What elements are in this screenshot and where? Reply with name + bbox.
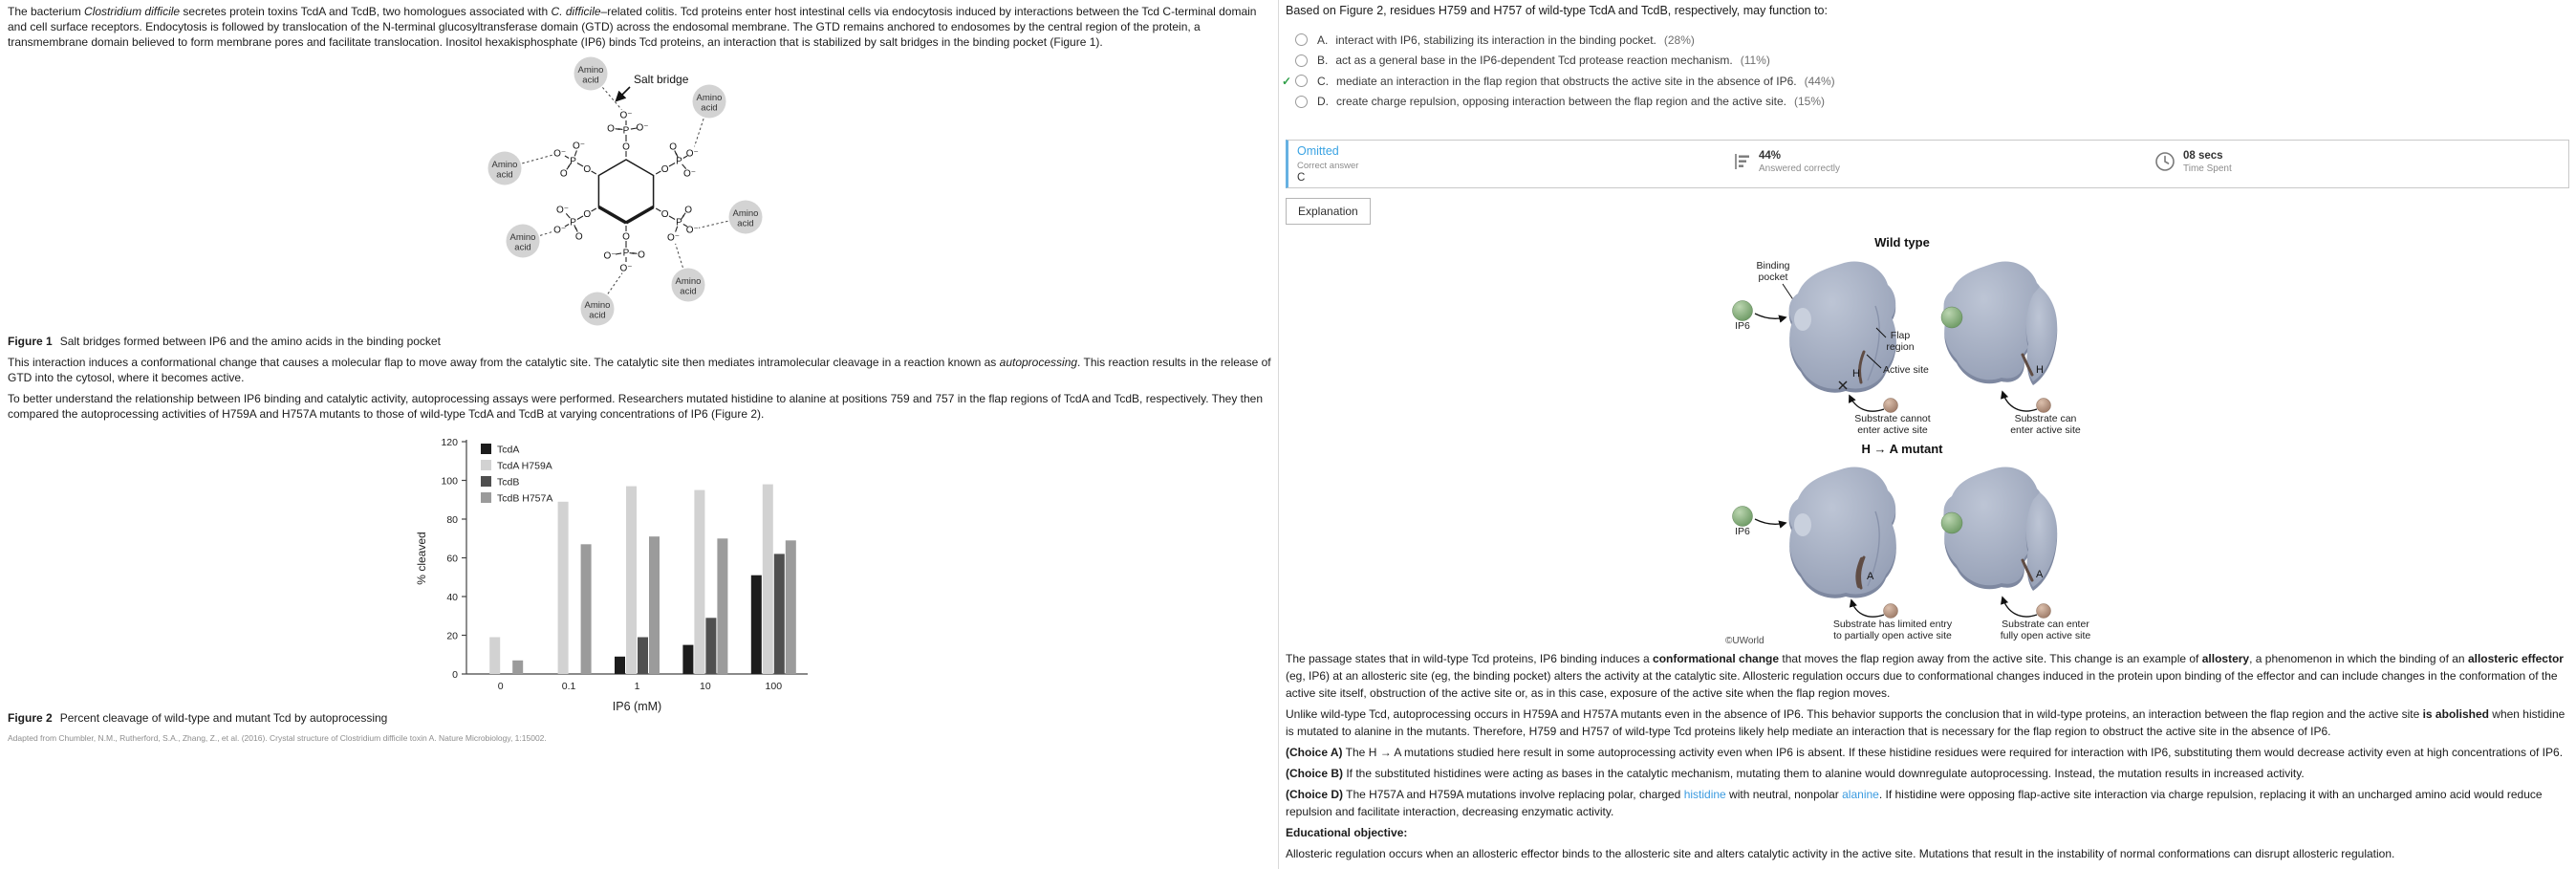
oxygen-atom: O — [583, 164, 592, 175]
figure2-caption-text: Percent cleavage of wild-type and mutant Tcd by autoprocessing — [59, 711, 388, 725]
correct-answer-value: C — [1297, 172, 1306, 184]
y-axis-label: % cleaved — [415, 532, 428, 585]
ip6-sphere-bound — [1941, 307, 1962, 328]
amino-acid-label: Amino — [696, 93, 723, 103]
choice-radio-a[interactable] — [1295, 33, 1308, 46]
bar-TcdB — [705, 618, 716, 674]
phosphorus-atom: P — [570, 217, 576, 228]
amino-acid-label: acid — [701, 102, 718, 114]
x-tick-label: 1 — [634, 681, 640, 692]
choice-radio-b[interactable] — [1295, 54, 1308, 67]
choice-list — [1282, 30, 1835, 112]
time-spent-value: 08 secs — [2183, 150, 2223, 162]
choice-percent: (15%) — [1793, 95, 1825, 109]
legend-label: TcdB H757A — [497, 492, 553, 505]
amino-acid-label: acid — [589, 310, 606, 321]
figure2-bar-chart — [406, 430, 884, 717]
substrate-limited-label: Substrate has limited entry — [1832, 619, 1953, 630]
choice-letter: A. — [1317, 33, 1329, 47]
educational-objective-text: Allosteric regulation occurs when an allosteric effector binds to the allosteric site and alters catalytic activity in the active site. Mutations that result in the instability of normal conformations can disrupt allosteric regulation. — [1286, 847, 2395, 860]
oxygen-atom: O⁻ — [685, 225, 699, 236]
explanation-choice-d: (Choice D) The H757A and H759A mutations involve replacing polar, charged histidine with neutral, nonpolar alanine. If histidine were opposing flap-active site interaction via charge repulsion, replacing it with an uncharged amino acid would reduce repulsion and facilitate interaction, decreasing enzymatic activity. — [1286, 788, 2543, 818]
salt-bridge-label: Salt bridge — [634, 73, 689, 86]
figure1-caption-number: Figure 1 — [8, 335, 53, 348]
choice-text: create charge repulsion, opposing interaction between the flap region and the active site. — [1336, 95, 1786, 109]
legend-swatch — [481, 492, 491, 503]
binding-pocket-label: Binding — [1756, 260, 1790, 272]
substrate-sphere — [2037, 399, 2051, 413]
x-tick-label: 10 — [700, 681, 711, 692]
oxygen-atom: O — [669, 141, 678, 153]
substrate-cannot-label: Substrate cannot — [1854, 413, 1931, 424]
substrate-sphere — [2037, 604, 2051, 619]
alanine-letter: A — [1867, 571, 1874, 582]
choice-letter: C. — [1317, 74, 1329, 88]
bar-TcdA-H759A — [558, 502, 569, 674]
bar-TcdB — [774, 554, 785, 674]
oxygen-atom: O — [574, 231, 583, 243]
salt-bridge-dotted-line — [608, 273, 622, 294]
x-tick-label: 0.1 — [561, 681, 576, 692]
ip6-sphere — [1733, 507, 1753, 527]
substrate-can-label: Substrate can — [2014, 413, 2077, 424]
wild-type-title: Wild type — [1874, 235, 1930, 250]
bar-TcdA-H759A — [694, 490, 704, 674]
answered-correctly-stat — [1733, 150, 1840, 178]
amino-acid-label: Amino — [577, 65, 604, 76]
educational-objective-heading: Educational objective: — [1286, 826, 1408, 839]
substrate-can-label: enter active site — [2010, 424, 2081, 436]
bar-TcdB — [638, 638, 648, 675]
bar-TcdB-H757A — [581, 544, 592, 674]
oxygen-atom: O — [559, 168, 568, 180]
binding-pocket-label: pocket — [1758, 272, 1788, 283]
amino-acid-label: acid — [496, 169, 513, 181]
bar-TcdB-H757A — [512, 661, 523, 674]
bar-TcdB-H757A — [786, 540, 796, 674]
choice-text: interact with IP6, stabilizing its interaction in the binding pocket. — [1335, 33, 1656, 47]
x-axis-label: IP6 (mM) — [612, 700, 662, 713]
figure1-ip6-salt-bridge-diagram — [483, 50, 846, 332]
x-tick-label: 0 — [497, 681, 504, 692]
choice-text: mediate an interaction in the flap region that obstructs the active site in the absence of IP6. — [1336, 74, 1797, 88]
salt-bridge-dotted-line — [695, 119, 704, 146]
substrate-sphere — [1884, 399, 1898, 413]
alanine-letter: A — [2036, 569, 2044, 580]
salt-bridge-dotted-line — [522, 155, 553, 163]
explanation-choice-a: (Choice A) The H → A mutations studied here result in some autoprocessing activity even when IP6 is absent. If these histidine residues were required for interaction with IP6, substituting them would decrease activity even at high concentrations of IP6. — [1286, 746, 2564, 759]
choice-row-d[interactable] — [1282, 92, 1835, 113]
bar-TcdA-H759A — [763, 485, 773, 674]
bar-TcdA-H759A — [489, 638, 500, 675]
correct-check-icon: ✓ — [1282, 74, 1292, 88]
time-spent-stat — [2154, 150, 2232, 178]
oxygen-atom: O — [660, 164, 669, 175]
pane-divider — [1278, 0, 1279, 869]
y-tick-label: 0 — [452, 668, 458, 681]
result-status: Omitted — [1297, 144, 1339, 158]
uworld-copyright: ©UWorld — [1725, 636, 1764, 646]
oxygen-atom: O⁻ — [603, 250, 617, 262]
substrate-fully-open-label: fully open active site — [2000, 630, 2091, 641]
explanation-protein-figure — [1663, 229, 2218, 646]
salt-bridge-arrow — [617, 87, 630, 100]
answered-correctly-percent: 44% — [1759, 150, 1782, 162]
x-tick-label: 100 — [765, 681, 783, 692]
choice-radio-c[interactable] — [1295, 75, 1308, 87]
passage-paragraph-3: To better understand the relationship between IP6 binding and catalytic activity, autoprocessing assays were performed. Researchers mutated histidine to alanine at positions 759 and 757 in the flap regions of TcdA and TcdB, respectively. They then compared the autoprocessing activities of H759A and H757A mutants to those of wild-type TcdA and TcdB at varying concentrations of IP6 (Figure 2). — [8, 392, 1264, 421]
oxygen-atom: O⁻ — [553, 148, 567, 160]
bar-TcdA-H759A — [626, 487, 637, 674]
passage-paragraph-1: The bacterium Clostridium difficile secretes protein toxins TcdA and TcdB, two homologues associated with C. difficile–related colitis. Tcd proteins enter host intestinal cells via endocytosis induced by interactions between the Tcd C-terminal domain and cell surface receptors. Endocytosis is followed by translocation of the N-terminal glucosyltransferase domain (GTD) across the endosomal membrane. The GTD remains anchored to endosomes by the central region of the protein, a transmembrane domain believed to form membrane pores and facilitate translocation. Inositol hexakisphosphate (IP6) binds Tcd proteins, an interaction that is stabilized by salt bridges in the binding pocket (Figure 1). — [8, 5, 1257, 49]
correct-answer-label: Correct answer — [1297, 161, 1359, 171]
ip6-label: IP6 — [1735, 526, 1750, 537]
answered-correctly-label: Answered correctly — [1759, 163, 1841, 174]
explanation-choice-b: (Choice B) If the substituted histidines were acting as bases in the catalytic mechanism, mutating them to alanine would downregulate autoprocessing. Instead, the mutation results in increased activity. — [1286, 767, 2305, 780]
oxygen-atom: O⁻ — [555, 205, 570, 216]
y-tick-label: 20 — [446, 630, 458, 642]
bar-TcdA — [751, 576, 762, 674]
explanation-paragraph-2: Unlike wild-type Tcd, autoprocessing occurs in H759A and H757A mutants even in the absence of IP6. This behavior supports the conclusion that in wild-type proteins, an interaction between the flap region and the active site is abolished when histidine is mutated to alanine in the mutants. Therefore, H759 and H757 of wild-type Tcd proteins likely help mediate an interaction that is necessary for the flap region to obstruct the active site in the absence of IP6. — [1286, 707, 2565, 738]
figure1-caption-text: Salt bridges formed between IP6 and the amino acids in the binding pocket — [59, 335, 441, 348]
oxygen-atom: O — [607, 123, 615, 135]
amino-acid-label: Amino — [732, 208, 759, 219]
histidine-letter: H — [2036, 364, 2044, 376]
bar-TcdA — [682, 645, 693, 674]
explanation-paragraph-1: The passage states that in wild-type Tcd proteins, IP6 binding induces a conformational change that moves the flap region away from the active site. This change is an example of allostery, a phenomenon in which the binding of an allosteric effector (eg, IP6) at an allosteric site (eg, the binding pocket) alters the activity at the catalytic site. Allosteric regulation occurs due to conformational changes induced in the protein upon binding of the effector and can include changes in the conformation of the active site itself, obstruction of the active site or, as in this case, exposure of the active site when the flap region moves. — [1286, 652, 2564, 700]
phosphorus-atom: P — [622, 248, 630, 259]
phosphorus-atom: P — [570, 156, 576, 167]
choice-row-c[interactable] — [1282, 71, 1835, 92]
amino-acid-label: acid — [582, 75, 599, 86]
substrate-fully-open-label: Substrate can enter — [2002, 619, 2089, 630]
phosphorus-atom: P — [622, 125, 630, 137]
oxygen-atom: O⁻ — [553, 225, 567, 236]
choice-radio-d[interactable] — [1295, 96, 1308, 108]
oxygen-atom: O⁻ — [619, 263, 633, 274]
question-stem: Based on Figure 2, residues H759 and H757 of wild-type TcdA and TcdB, respectively, may function to: — [1286, 4, 1828, 17]
ip6-sphere-bound — [1941, 512, 1962, 533]
result-summary-box — [1286, 140, 2569, 188]
salt-bridge-dotted-line — [676, 244, 683, 268]
oxygen-atom: O⁻ — [682, 168, 697, 180]
histidine-letter: H — [1852, 368, 1860, 380]
salt-bridge-dotted-line — [540, 231, 553, 235]
legend-label: TcdA H759A — [497, 460, 552, 472]
choice-percent: (28%) — [1663, 33, 1695, 47]
figure2-caption — [8, 711, 387, 725]
amino-acid-label: Amino — [584, 300, 611, 311]
amino-acid-label: acid — [737, 218, 754, 229]
oxygen-atom: O — [622, 141, 630, 153]
substrate-limited-label: to partially open active site — [1833, 630, 1952, 641]
choice-row-b[interactable] — [1282, 51, 1835, 72]
choice-letter: D. — [1317, 95, 1329, 109]
substrate-cannot-label: enter active site — [1857, 424, 1928, 436]
legend-swatch — [481, 476, 491, 487]
oxygen-atom: O⁻ — [572, 141, 586, 152]
y-tick-label: 60 — [446, 553, 458, 565]
choice-percent: (44%) — [1804, 74, 1835, 88]
passage-paragraph-2: This interaction induces a conformational change that causes a molecular flap to move away from the catalytic site. The catalytic site then mediates intramolecular cleavage in a reaction known as autoprocessing. This reaction results in the release of GTD into the cytosol, where it becomes active. — [8, 356, 1271, 384]
legend-swatch — [481, 460, 491, 470]
oxygen-atom: O⁻ — [619, 110, 633, 121]
ip6-label: IP6 — [1735, 320, 1750, 332]
bar-TcdB-H757A — [649, 536, 660, 674]
choice-percent: (11%) — [1740, 54, 1770, 68]
phosphorus-atom: P — [676, 217, 682, 228]
amino-acid-label: Amino — [491, 160, 518, 170]
figure2-attribution: Adapted from Chumbler, N.M., Rutherford, S.A., Zhang, Z., et al. (2016). Crystal structure of Clostridium difficile toxin A. Nature Microbiology, 1:15002. — [8, 733, 547, 743]
legend-label: TcdA — [497, 444, 520, 456]
term-link[interactable]: alanine — [1842, 788, 1879, 801]
phosphorus-atom: P — [676, 156, 682, 167]
active-site-label: Active site — [1883, 364, 1929, 376]
figure2-caption-number: Figure 2 — [8, 711, 53, 725]
y-tick-label: 120 — [441, 436, 458, 448]
amino-acid-label: acid — [514, 242, 531, 253]
term-link[interactable]: histidine — [1683, 788, 1726, 801]
amino-acid-label: Amino — [509, 232, 536, 243]
salt-bridge-dotted-line — [699, 221, 727, 228]
explanation-text — [1286, 650, 2568, 866]
substrate-sphere — [1884, 604, 1898, 619]
amino-acid-label: acid — [680, 286, 697, 297]
oxygen-atom: O⁻ — [685, 148, 699, 160]
oxygen-atom: O — [638, 250, 645, 261]
flap-region-label: Flap — [1890, 330, 1911, 341]
bar-TcdA — [615, 657, 625, 674]
flap-region-label: region — [1886, 341, 1915, 353]
oxygen-atom: O — [583, 209, 592, 220]
ip6-sphere — [1733, 301, 1753, 321]
figure1-caption — [8, 335, 441, 348]
clock-icon — [2154, 150, 2176, 178]
choice-row-a[interactable] — [1282, 30, 1835, 51]
oxygen-atom: O — [684, 205, 693, 216]
amino-acid-label: Amino — [675, 276, 702, 287]
oxygen-atom: O — [660, 209, 669, 220]
y-tick-label: 100 — [441, 475, 458, 488]
tab-explanation[interactable]: Explanation — [1286, 198, 1371, 225]
legend-swatch — [481, 444, 491, 454]
bar-TcdB-H757A — [717, 538, 727, 674]
mutant-title: H → A mutant — [1861, 442, 1943, 456]
y-tick-label: 80 — [446, 513, 458, 526]
oxygen-atom: O⁻ — [666, 232, 681, 244]
legend-label: TcdB — [497, 476, 520, 489]
oxygen-atom: O — [622, 231, 630, 243]
choice-letter: B. — [1317, 54, 1329, 68]
time-spent-label: Time Spent — [2183, 163, 2232, 174]
y-tick-label: 40 — [446, 591, 458, 603]
choice-text: act as a general base in the IP6-dependent Tcd protease reaction mechanism. — [1335, 54, 1733, 68]
answered-stat-icon — [1733, 150, 1752, 178]
oxygen-atom: O⁻ — [636, 122, 649, 134]
